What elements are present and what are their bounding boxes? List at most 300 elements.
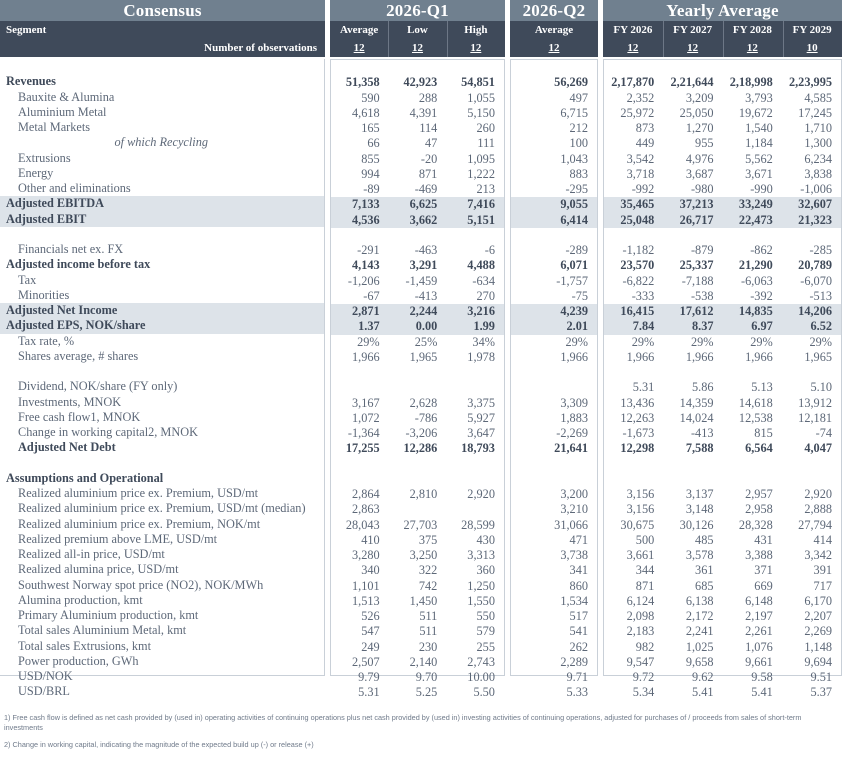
cell-value xyxy=(511,228,597,243)
table-row xyxy=(0,74,324,89)
cell-value: 497 xyxy=(569,90,588,105)
cell-value: 29% xyxy=(565,334,588,349)
cell-value: 25% xyxy=(414,334,438,349)
row-label: Primary Aluminium production, kmt xyxy=(18,608,199,622)
row-label: Minorities xyxy=(18,287,70,302)
table-row xyxy=(604,136,841,151)
cell-value: -74 xyxy=(815,426,832,440)
table-row xyxy=(0,196,324,211)
cell-value: 2,17,870 xyxy=(611,75,655,90)
cell-value: 1,095 xyxy=(467,151,495,166)
cell-value: -413 xyxy=(414,288,438,303)
cell-value: -333 xyxy=(631,288,655,303)
table-row xyxy=(511,548,597,563)
row-label: Total sales Aluminium Metal, kmt xyxy=(18,623,187,638)
footnote-2: 2) Change in working capital, indicating the magnitude of the expected build up (-) or release (+) xyxy=(4,740,314,749)
table-row xyxy=(511,136,597,151)
table-row xyxy=(511,289,597,304)
cell-value: 685 xyxy=(695,578,714,593)
cell-value: 230 xyxy=(418,639,438,654)
cell-value: 717 xyxy=(813,578,832,593)
q1-obs-low: 12 xyxy=(411,42,423,54)
table-row xyxy=(331,472,504,487)
row-label: Free cash flow1, MNOK xyxy=(18,409,141,424)
table-row xyxy=(0,212,324,227)
cell-value: -392 xyxy=(750,288,773,303)
cell-value xyxy=(446,60,504,75)
observations-label: Number of observations xyxy=(204,42,317,54)
cell-value: -469 xyxy=(414,182,438,196)
cell-value: 7,588 xyxy=(685,441,714,456)
cell-value: 1,101 xyxy=(351,578,380,593)
row-label: Metal Markets xyxy=(18,120,91,134)
cell-value xyxy=(446,380,504,395)
table-row xyxy=(604,182,841,197)
cell-value: 471 xyxy=(569,532,588,547)
table-row xyxy=(604,213,841,228)
row-label: Financials net ex. FX xyxy=(18,242,124,256)
table-row xyxy=(604,594,841,609)
cell-value: 3,388 xyxy=(745,548,773,562)
cell-value: 5.25 xyxy=(415,685,438,700)
cell-value: 449 xyxy=(635,136,655,151)
table-row xyxy=(511,670,597,685)
cell-value: 3,209 xyxy=(685,90,714,105)
cell-value: 5.10 xyxy=(810,380,832,395)
cell-value xyxy=(723,457,782,472)
cell-value: 0.00 xyxy=(415,319,438,334)
cell-value: 14,024 xyxy=(679,410,714,425)
cell-value: 29% xyxy=(809,334,832,349)
table-row xyxy=(511,380,597,395)
cell-value: 9.79 xyxy=(358,670,380,684)
row-label: of which Recycling xyxy=(114,135,208,150)
table-row xyxy=(331,182,504,197)
cell-value: 2,810 xyxy=(409,487,438,501)
cell-value: 855 xyxy=(361,151,380,166)
table-row xyxy=(511,60,597,75)
cell-value: 3,148 xyxy=(685,502,714,517)
header-block-consensus xyxy=(0,0,325,57)
cell-value xyxy=(723,472,782,487)
cell-value: 114 xyxy=(419,121,438,135)
cell-value: 5,927 xyxy=(467,410,495,425)
table-row xyxy=(511,365,597,380)
cell-value: 16,415 xyxy=(620,304,655,318)
table-row xyxy=(331,319,504,334)
table-row xyxy=(331,685,504,700)
cell-value: 213 xyxy=(476,182,495,196)
table-row xyxy=(331,350,504,365)
cell-value: 9.72 xyxy=(632,670,655,684)
table-row xyxy=(511,472,597,487)
cell-value: -1,182 xyxy=(622,243,655,257)
cell-value: 6,148 xyxy=(745,593,773,608)
table-row xyxy=(331,75,504,90)
cell-value: 1,076 xyxy=(745,639,773,654)
table-row xyxy=(0,395,324,410)
cell-value: 3,210 xyxy=(560,502,588,517)
cell-value xyxy=(604,365,663,380)
cell-value xyxy=(511,365,597,380)
cell-value: -463 xyxy=(414,243,438,257)
cell-value: 66 xyxy=(367,136,380,151)
table-row xyxy=(511,594,597,609)
cell-value: -634 xyxy=(472,273,495,288)
table-row xyxy=(331,655,504,670)
row-label: Bauxite & Alumina xyxy=(18,89,115,104)
cell-value: 371 xyxy=(754,563,773,578)
table-row xyxy=(0,242,324,257)
cell-value: 6,234 xyxy=(804,151,832,166)
cell-value: 21,290 xyxy=(738,258,773,273)
cell-value xyxy=(446,502,504,517)
table-row xyxy=(511,640,597,655)
cell-value: 9,661 xyxy=(745,654,773,669)
cell-value: 5,151 xyxy=(467,212,495,227)
cell-value: 12,538 xyxy=(738,410,773,425)
footnote-1: 1) Free cash flow is defined as net cash provided by (used in) operating activities of continuing operations plus net cash provided by (used in) investing activities of continuing operations, adjusted for purchases of / proceeds from sales of short-term investments xyxy=(4,713,802,732)
cell-value: 5.31 xyxy=(632,380,655,395)
row-label: Extrusions xyxy=(18,150,71,165)
table-row xyxy=(604,258,841,273)
cell-value: 23,570 xyxy=(620,258,655,273)
cell-value: 2,743 xyxy=(467,654,495,669)
cell-value: -295 xyxy=(565,182,588,196)
cell-value: 344 xyxy=(635,563,655,578)
cell-value: 2,863 xyxy=(351,502,380,517)
table-row xyxy=(331,533,504,548)
table-row xyxy=(331,640,504,655)
cell-value: 3,718 xyxy=(626,166,655,181)
table-row xyxy=(0,120,324,135)
table-row xyxy=(604,228,841,243)
cell-value xyxy=(446,228,504,243)
table-row xyxy=(0,623,324,638)
cell-value: 5.86 xyxy=(691,380,714,395)
table-row xyxy=(0,654,324,669)
cell-value: 3,375 xyxy=(467,395,495,410)
cell-value: 1,534 xyxy=(560,593,588,608)
table-row xyxy=(511,243,597,258)
cell-value: 9,547 xyxy=(626,654,655,669)
table-row xyxy=(0,273,324,288)
cell-value: -6 xyxy=(484,243,495,257)
table-row xyxy=(511,396,597,411)
table-row xyxy=(0,364,324,379)
cell-value: 288 xyxy=(418,90,438,105)
table-row xyxy=(331,243,504,258)
table-row xyxy=(331,197,504,212)
table-row xyxy=(0,410,324,425)
table-row xyxy=(0,425,324,440)
table-row xyxy=(0,669,324,684)
cell-value: 4,047 xyxy=(804,441,832,456)
cell-value: 391 xyxy=(813,563,832,578)
table-row xyxy=(0,593,324,608)
cell-value: 56,269 xyxy=(554,75,588,90)
cell-value: 6,564 xyxy=(745,441,773,456)
cell-value: 21,641 xyxy=(554,441,588,456)
q2-header-sub xyxy=(510,21,598,57)
table-row xyxy=(511,152,597,167)
table-row xyxy=(604,609,841,624)
row-label: Assumptions and Operational xyxy=(6,470,164,485)
cell-value: 1,148 xyxy=(804,639,832,654)
table-row xyxy=(331,152,504,167)
cell-value: -6,063 xyxy=(740,273,773,288)
table-row xyxy=(511,518,597,533)
table-row xyxy=(331,106,504,121)
q1-col-low: Low xyxy=(407,24,428,36)
table-row xyxy=(511,563,597,578)
cell-value: 860 xyxy=(569,578,588,593)
table-row xyxy=(511,182,597,197)
cell-value: 955 xyxy=(695,136,714,151)
cell-value: 28,328 xyxy=(738,517,773,532)
cell-value xyxy=(604,472,663,487)
cell-value: 35,465 xyxy=(620,197,655,212)
cell-value: 2,507 xyxy=(351,654,380,669)
cell-value: 375 xyxy=(418,532,438,547)
cell-value: 4,391 xyxy=(409,105,438,120)
cell-value: 6,715 xyxy=(560,105,588,120)
cell-value: 1,978 xyxy=(467,349,495,364)
cell-value: 9,055 xyxy=(560,197,588,212)
cell-value: 1,184 xyxy=(745,136,773,151)
table-row xyxy=(331,121,504,136)
cell-value: 2.01 xyxy=(566,319,588,334)
cell-value: 2,628 xyxy=(409,395,438,410)
cell-value: 341 xyxy=(569,563,588,578)
table-row xyxy=(604,396,841,411)
cell-value: 5.50 xyxy=(473,685,495,700)
cell-value: 14,618 xyxy=(738,395,773,410)
table-row xyxy=(604,152,841,167)
cell-value: 579 xyxy=(476,624,495,639)
table-row xyxy=(0,181,324,196)
table-row xyxy=(331,335,504,350)
table-row xyxy=(331,441,504,456)
cell-value: 54,851 xyxy=(461,75,495,90)
cell-value: 260 xyxy=(476,121,495,135)
cell-value: 20,789 xyxy=(798,258,832,273)
table-row xyxy=(511,167,597,182)
table-row xyxy=(604,670,841,685)
cell-value: -1,757 xyxy=(556,273,588,288)
cell-value xyxy=(446,457,504,472)
cell-value: -291 xyxy=(357,243,380,257)
table-row xyxy=(511,457,597,472)
cell-value: -538 xyxy=(690,288,714,303)
table-row xyxy=(604,457,841,472)
cell-value: 2,197 xyxy=(745,609,773,623)
cell-value: 815 xyxy=(754,426,773,440)
cell-value: -879 xyxy=(690,243,714,257)
cell-value xyxy=(782,228,841,243)
cell-value: 2,352 xyxy=(626,90,655,105)
row-label: Revenues xyxy=(6,74,56,89)
cell-value xyxy=(389,60,447,75)
cell-value: 33,249 xyxy=(738,197,773,212)
row-label: Tax rate, % xyxy=(18,333,75,348)
cell-value: 2,920 xyxy=(467,487,495,501)
table-row xyxy=(0,349,324,364)
cell-value: -3,206 xyxy=(405,426,438,440)
q2-obs-average: 12 xyxy=(548,42,560,54)
cell-value xyxy=(389,380,447,395)
cell-value: 100 xyxy=(569,136,588,151)
cell-value: 9.51 xyxy=(810,670,832,684)
cell-value: 12,298 xyxy=(620,441,655,456)
table-row xyxy=(511,655,597,670)
row-label: Realized all-in price, USD/mt xyxy=(18,547,165,561)
cell-value xyxy=(782,60,841,75)
table-row xyxy=(0,90,324,105)
cell-value: 2,871 xyxy=(351,304,380,318)
table-row xyxy=(511,213,597,228)
cell-value: 262 xyxy=(569,639,588,654)
cell-value: 994 xyxy=(361,166,380,181)
cell-value: 29% xyxy=(750,334,773,349)
cell-value: 1,966 xyxy=(685,349,714,364)
table-row xyxy=(0,578,324,593)
header-block-2026-q2 xyxy=(510,0,598,57)
table-row xyxy=(0,166,324,181)
row-label: Alumina production, kmt xyxy=(18,592,143,607)
cell-value: 871 xyxy=(418,166,438,181)
cell-value: 17,612 xyxy=(679,304,714,318)
row-label: Adjusted income before tax xyxy=(6,257,151,272)
cell-value: 14,835 xyxy=(738,304,773,318)
cell-value: 511 xyxy=(419,624,438,639)
row-label: Adjusted Net Debt xyxy=(18,440,116,455)
table-row xyxy=(511,197,597,212)
cell-value: 42,923 xyxy=(403,75,438,90)
cell-value xyxy=(782,472,841,487)
cell-value: 742 xyxy=(418,578,438,593)
table-row xyxy=(511,685,597,700)
cell-value: -1,006 xyxy=(800,182,832,196)
cell-value: 1,055 xyxy=(467,90,495,105)
cell-value: 10.00 xyxy=(467,670,495,684)
cell-value: -413 xyxy=(690,426,714,440)
table-row xyxy=(331,213,504,228)
table-row xyxy=(0,486,324,501)
cell-value: 2,098 xyxy=(626,609,655,623)
table-row xyxy=(331,563,504,578)
cell-value: 3,313 xyxy=(467,548,495,562)
table-row xyxy=(604,243,841,258)
cell-value: 2,958 xyxy=(745,502,773,517)
cell-value: 500 xyxy=(635,532,655,547)
row-label: Total sales Extrusions, kmt xyxy=(18,638,152,653)
row-label: Realized aluminium price ex. Premium, NOK/mt xyxy=(18,516,261,531)
table-row xyxy=(604,365,841,380)
cell-value: 5,150 xyxy=(467,105,495,120)
table-row xyxy=(604,518,841,533)
cell-value: 255 xyxy=(476,639,495,654)
table-row xyxy=(511,319,597,334)
cell-value: 25,050 xyxy=(679,105,714,120)
q1-header-sub xyxy=(330,21,505,57)
row-label: Shares average, # shares xyxy=(18,348,139,363)
cell-value: -786 xyxy=(414,410,438,425)
cell-value: 4,976 xyxy=(685,151,714,166)
table-row xyxy=(511,533,597,548)
cell-value: 873 xyxy=(635,121,655,135)
table-row xyxy=(511,487,597,502)
cell-value: 322 xyxy=(418,563,438,578)
fy-obs-2028: 12 xyxy=(746,42,758,54)
cell-value: 360 xyxy=(476,563,495,578)
cell-value: 3,738 xyxy=(560,548,588,562)
table-row xyxy=(331,396,504,411)
cell-value xyxy=(331,228,389,243)
row-label: Realized aluminium price ex. Premium, USD/mt xyxy=(18,486,259,500)
cell-value: 13,436 xyxy=(620,395,655,410)
q1-col-average: Average xyxy=(340,24,379,36)
header-block-yearly-average xyxy=(603,0,842,57)
table-row xyxy=(0,318,324,333)
cell-value xyxy=(663,457,722,472)
cell-value: 1.37 xyxy=(358,319,380,334)
table-row xyxy=(604,411,841,426)
cell-value xyxy=(446,365,504,380)
cell-value xyxy=(782,365,841,380)
cell-value xyxy=(389,228,447,243)
cell-value: -862 xyxy=(750,243,773,257)
table-row xyxy=(0,501,324,516)
cell-value: 1,513 xyxy=(351,593,380,608)
q2-values-column xyxy=(510,59,598,700)
cell-value: 3,137 xyxy=(685,487,714,501)
table-row xyxy=(331,167,504,182)
row-label: Realized premium above LME, USD/mt xyxy=(18,531,218,546)
cell-value: 2,888 xyxy=(804,502,832,517)
cell-value: 3,309 xyxy=(560,395,588,410)
header-block-2026-q1 xyxy=(330,0,505,57)
row-label: Adjusted EPS, NOK/share xyxy=(6,318,146,333)
table-row xyxy=(604,441,841,456)
table-row xyxy=(331,411,504,426)
table-row xyxy=(511,441,597,456)
table-row xyxy=(511,411,597,426)
table-row xyxy=(0,59,324,74)
table-row xyxy=(604,655,841,670)
table-row xyxy=(0,135,324,150)
cell-value: 6,625 xyxy=(409,197,438,212)
cell-value: 8.37 xyxy=(691,319,714,334)
cell-value xyxy=(446,472,504,487)
cell-value: -67 xyxy=(363,288,380,303)
cell-value: 3,542 xyxy=(626,151,655,166)
table-row xyxy=(0,257,324,272)
row-label: USD/NOK xyxy=(18,669,73,683)
cell-value: -89 xyxy=(363,182,380,196)
cell-value: 2,23,995 xyxy=(788,75,832,90)
fy-col-2026: FY 2026 xyxy=(613,24,653,36)
row-label: Realized alumina price, USD/mt xyxy=(18,562,179,577)
cell-value: 2,241 xyxy=(685,624,714,639)
cell-value: 1,450 xyxy=(409,593,438,608)
cell-value: -980 xyxy=(690,182,714,196)
table-row xyxy=(604,533,841,548)
cell-value: 2,140 xyxy=(409,654,438,669)
cell-value: 17,255 xyxy=(345,441,380,456)
cell-value: 526 xyxy=(361,609,380,623)
table-row xyxy=(0,227,324,242)
